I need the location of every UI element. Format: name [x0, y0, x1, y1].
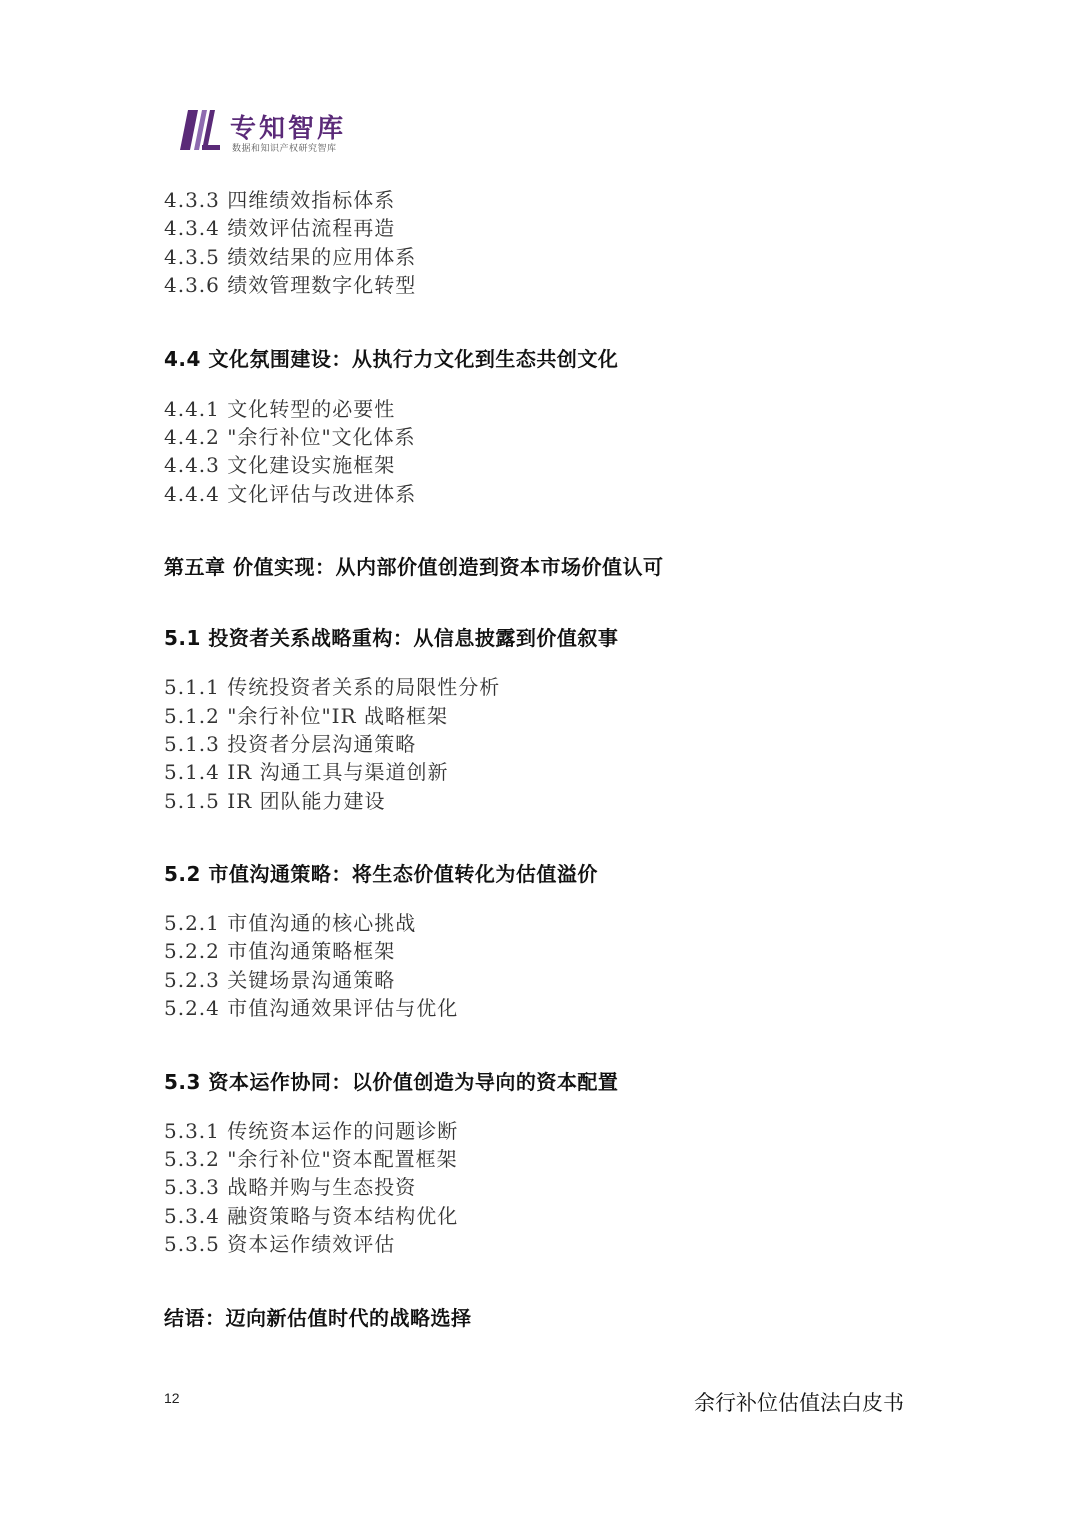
toc-group-4-3 [164, 186, 924, 300]
toc-item: 4.3.6 绩效管理数字化转型 [164, 273, 417, 298]
conclusion-heading: 结语：迈向新估值时代的战略选择 [164, 1305, 472, 1330]
toc-item: 5.1.3 投资者分层沟通策略 [164, 731, 417, 756]
toc-item: 5.2.2 市值沟通策略框架 [164, 939, 396, 964]
toc-group-conclusion [164, 1304, 924, 1332]
toc-group-4-4 [164, 345, 924, 509]
toc-item: 4.4.4 文化评估与改进体系 [164, 481, 417, 506]
toc-item: 4.3.3 四维绩效指标体系 [164, 188, 396, 212]
toc-item: 5.1.5 IR 团队能力建设 [164, 788, 386, 813]
toc-group-5-1 [164, 624, 924, 815]
toc-item: 4.4.2 "余行补位"文化体系 [164, 424, 416, 449]
chapter-heading: 第五章 价值实现：从内部价值创造到资本市场价值认可 [164, 555, 664, 580]
toc-group-chapter-5 [164, 553, 924, 581]
toc-item: 5.1.1 传统投资者关系的局限性分析 [164, 675, 501, 700]
toc-group-5-3 [164, 1068, 924, 1259]
section-heading: 5.1 投资者关系战略重构：从信息披露到价值叙事 [164, 626, 619, 651]
toc-group-5-2 [164, 860, 924, 1023]
toc-item: 4.4.1 文化转型的必要性 [164, 396, 396, 421]
zl-logo-icon [178, 110, 222, 150]
toc-item: 5.2.1 市值沟通的核心挑战 [164, 911, 417, 936]
toc-item: 5.1.2 "余行补位"IR 战略框架 [164, 703, 448, 728]
logo-subtitle: 数据和知识产权研究智库 [232, 144, 337, 154]
toc-item: 5.3.5 资本运作绩效评估 [164, 1232, 396, 1257]
section-heading: 5.3 资本运作协同：以价值创造为导向的资本配置 [164, 1069, 619, 1094]
toc-item: 5.3.4 融资策略与资本结构优化 [164, 1203, 459, 1228]
toc-item: 5.1.4 IR 沟通工具与渠道创新 [164, 760, 449, 785]
footer-doc-title: 余行补位估值法白皮书 [694, 1391, 904, 1415]
section-heading: 5.2 市值沟通策略：将生态价值转化为估值溢价 [164, 862, 598, 887]
section-heading: 4.4 文化氛围建设：从执行力文化到生态共创文化 [164, 346, 619, 371]
toc-item: 5.2.3 关键场景沟通策略 [164, 967, 396, 992]
toc-content [164, 186, 924, 1332]
toc-item: 5.3.3 战略并购与生态投资 [164, 1175, 417, 1200]
toc-item: 4.4.3 文化建设实施框架 [164, 453, 396, 478]
toc-item: 4.3.4 绩效评估流程再造 [164, 216, 396, 241]
page-number: 12 [164, 1390, 180, 1406]
toc-item: 5.3.1 传统资本运作的问题诊断 [164, 1118, 459, 1143]
logo-title: 专知智库 [230, 114, 347, 144]
toc-item: 5.3.2 "余行补位"资本配置框架 [164, 1147, 458, 1172]
toc-item: 5.2.4 市值沟通效果评估与优化 [164, 996, 459, 1021]
toc-item: 4.3.5 绩效结果的应用体系 [164, 244, 417, 269]
